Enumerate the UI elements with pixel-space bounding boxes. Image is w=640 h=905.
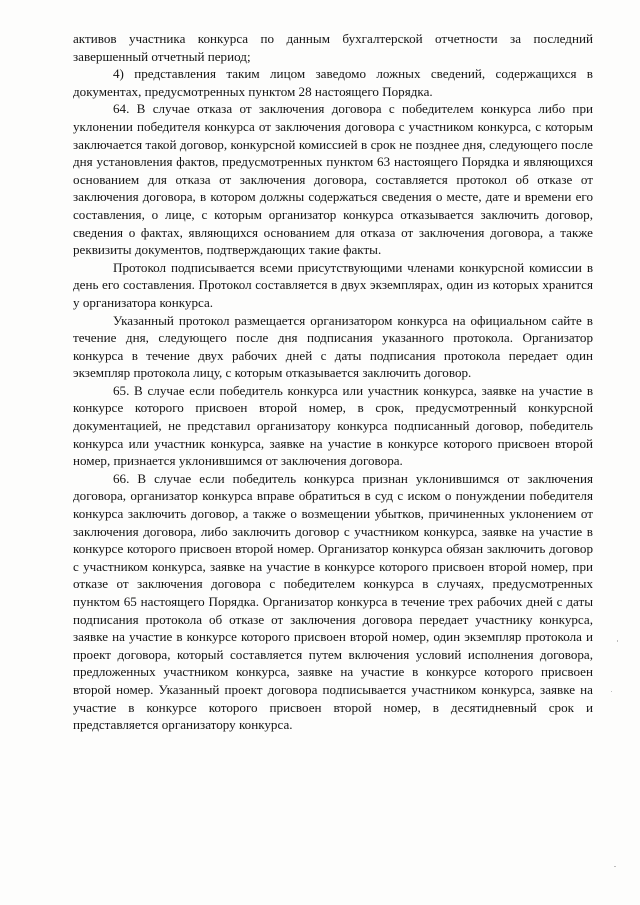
- scan-speck: [614, 866, 616, 867]
- document-body: [73, 30, 593, 734]
- scan-speck: [611, 691, 612, 692]
- paragraph-protocol-signing: Протокол подписывается всеми присутствующими членами конкурсной комиссии в день его составления. Протокол составляется в двух экземплярах, один из которых хранится у организатора конкурса.: [73, 259, 593, 310]
- paragraph-clause-64: 64. В случае отказа от заключения договора с победителем конкурса либо при уклонении победителя конкурса от заключения договора с участником конкурса, с которым заключается такой договор, конкурсной комиссией в срок не позднее дня, следующего после дня установления фактов, предусмотренных пунктом 63 настоящего Порядка и являющихся основанием для отказа от заключения договора, составляется протокол об отказе от заключения договора, в котором должны содержаться сведения о месте, дате и времени его составления, о лице, с которым организатор конкурса отказывается заключить договор, сведения о фактах, являющихся основанием для отказа от заключения договора, а также реквизиты документов, подтверждающих такие факты.: [73, 101, 593, 258]
- paragraph-protocol-publication: Указанный протокол размещается организатором конкурса на официальном сайте в течение дня, следующего после дня подписания указанного протокола. Организатор конкурса в течение двух рабочих дней с даты подписания протокола передает один экземпляр протокола лицу, с которым отказывается заключить договор.: [73, 312, 593, 381]
- paragraph-clause-66: 66. В случае если победитель конкурса признан уклонившимся от заключения договора, организатор конкурса вправе обратиться в суд с иском о понуждении победителя конкурса заключить договор, а также о возмещении убытков, причиненных уклонением от заключения договора, либо заключить договор с участником конкурса, заявке на участие в конкурсе которого присвоен второй номер. Организатор конкурса обязан заключить договор с участником конкурса, заявке на участие в конкурсе которого присвоен второй номер, при отказе от заключения договора с победителем конкурса в случаях, предусмотренных пунктом 65 настоящего Порядка. Организатор конкурса в течение трех рабочих дней с даты подписания протокола об отказе от заключения договора передает участнику конкурса, заявке на участие в конкурсе которого присвоен второй номер, один экземпляр протокола и проект договора, который составляется путем включения условий исполнения договора, предложенных участником конкурса, заявке на участие в конкурсе которого присвоен второй номер. Указанный проект договора подписывается участником конкурса, заявке на участие в конкурсе которого присвоен второй номер, в десятидневный срок и представляется организатору конкурса.: [73, 470, 593, 733]
- paragraph-clause-65: 65. В случае если победитель конкурса или участник конкурса, заявке на участие в конкурсе которого присвоен второй номер, в срок, предусмотренный конкурсной документацией, не представил организатору конкурса подписанный договор, победитель конкурса или участник конкурса, заявке на участие в конкурсе которого присвоен второй номер, признается уклонившимся от заключения договора.: [73, 382, 593, 469]
- paragraph-continuation: активов участника конкурса по данным бухгалтерской отчетности за последний завершенный отчетный период;: [73, 31, 593, 64]
- scan-speck: [617, 640, 618, 642]
- paragraph-item-4: 4) представления таким лицом заведомо ложных сведений, содержащихся в документах, предусмотренных пунктом 28 настоящего Порядка.: [73, 66, 593, 99]
